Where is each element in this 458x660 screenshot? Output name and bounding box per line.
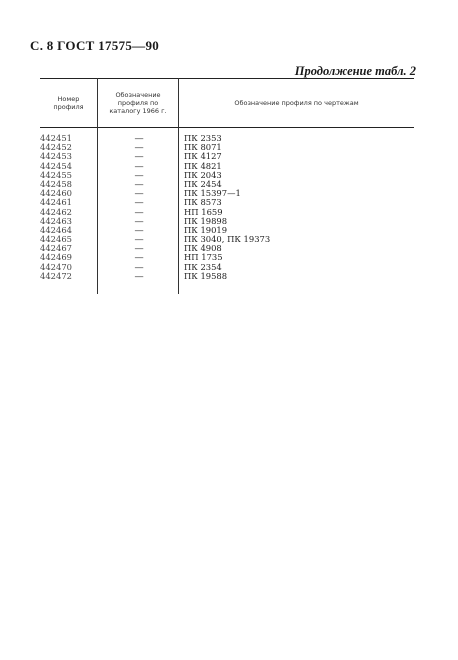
catalog-designation: —: [134, 224, 144, 235]
catalog-designation: —: [134, 215, 144, 226]
profile-number: 442454: [40, 160, 72, 171]
catalog-designation: —: [134, 169, 144, 180]
table-row: [40, 272, 414, 281]
catalog-designation: —: [134, 197, 144, 208]
profile-number: 442453: [40, 151, 72, 162]
table-row: [40, 152, 414, 161]
catalog-designation: —: [134, 243, 144, 254]
table-row: [40, 208, 414, 217]
profile-number: 442467: [40, 243, 72, 254]
profile-number: 442463: [40, 215, 72, 226]
drawing-designation: ПК 4908: [184, 243, 222, 254]
drawing-designation: НП 1735: [184, 252, 223, 263]
profile-number: 442472: [40, 270, 72, 281]
drawing-designation: ПК 2043: [184, 169, 222, 180]
catalog-designation: —: [134, 252, 144, 263]
table-row: [40, 253, 414, 262]
page-header: С. 8 ГОСТ 17575—90: [30, 38, 160, 53]
drawing-designation: ПК 8573: [184, 197, 222, 208]
table-row: [40, 134, 414, 143]
catalog-designation: —: [134, 188, 144, 199]
catalog-designation: —: [134, 142, 144, 153]
table-body: [40, 134, 414, 281]
drawing-designation: ПК 19019: [184, 224, 228, 235]
profile-number: 442455: [40, 169, 72, 180]
profile-number: 442452: [40, 142, 72, 153]
catalog-designation: —: [134, 151, 144, 162]
table-row: [40, 189, 414, 198]
catalog-designation: —: [134, 133, 144, 143]
profile-number: 442461: [40, 197, 72, 208]
catalog-designation: —: [134, 206, 144, 217]
table-row: [40, 217, 414, 226]
catalog-designation: —: [134, 178, 144, 189]
table-row: [40, 244, 414, 253]
drawing-designation: ПК 4821: [184, 160, 222, 171]
column-header-catalog-designation: Обозначение профиля по каталогу 1966 г.: [109, 90, 167, 115]
drawing-designation: ПК 19898: [184, 215, 228, 226]
drawing-designation: ПК 15397—1: [184, 188, 241, 199]
table-row: [40, 263, 414, 272]
profile-number: 442460: [40, 188, 72, 199]
drawing-designation: ПК 19588: [184, 270, 228, 281]
catalog-designation: —: [134, 160, 144, 171]
profile-number: 442470: [40, 261, 72, 272]
drawing-designation: ПК 3040, ПК 19373: [184, 234, 271, 245]
table-row: [40, 198, 414, 207]
column-header-drawing-designation: Обозначение профиля по чертежам: [234, 98, 359, 107]
profile-number: 442462: [40, 206, 72, 217]
table-row: [40, 171, 414, 180]
drawing-designation: ПК 2353: [184, 133, 222, 143]
catalog-designation: —: [134, 234, 144, 245]
catalog-designation: —: [134, 270, 144, 281]
drawing-designation: ПК 8071: [184, 142, 222, 153]
table-row: [40, 143, 414, 152]
table-row: [40, 162, 414, 171]
profile-number: 442469: [40, 252, 72, 263]
catalog-designation: —: [134, 261, 144, 272]
profile-number: 442458: [40, 178, 72, 189]
drawing-designation: ПК 4127: [184, 151, 222, 162]
drawing-designation: ПК 2354: [184, 261, 222, 272]
column-header-profile-number: Номер профиля: [53, 94, 84, 111]
table-row: [40, 235, 414, 244]
drawing-designation: НП 1659: [184, 206, 223, 217]
table-continuation-label: Продолжение табл. 2: [294, 64, 416, 78]
drawing-designation: ПК 2454: [184, 178, 222, 189]
profile-number: 442464: [40, 224, 72, 235]
profile-number: 442451: [40, 133, 72, 143]
profile-number: 442465: [40, 234, 72, 245]
